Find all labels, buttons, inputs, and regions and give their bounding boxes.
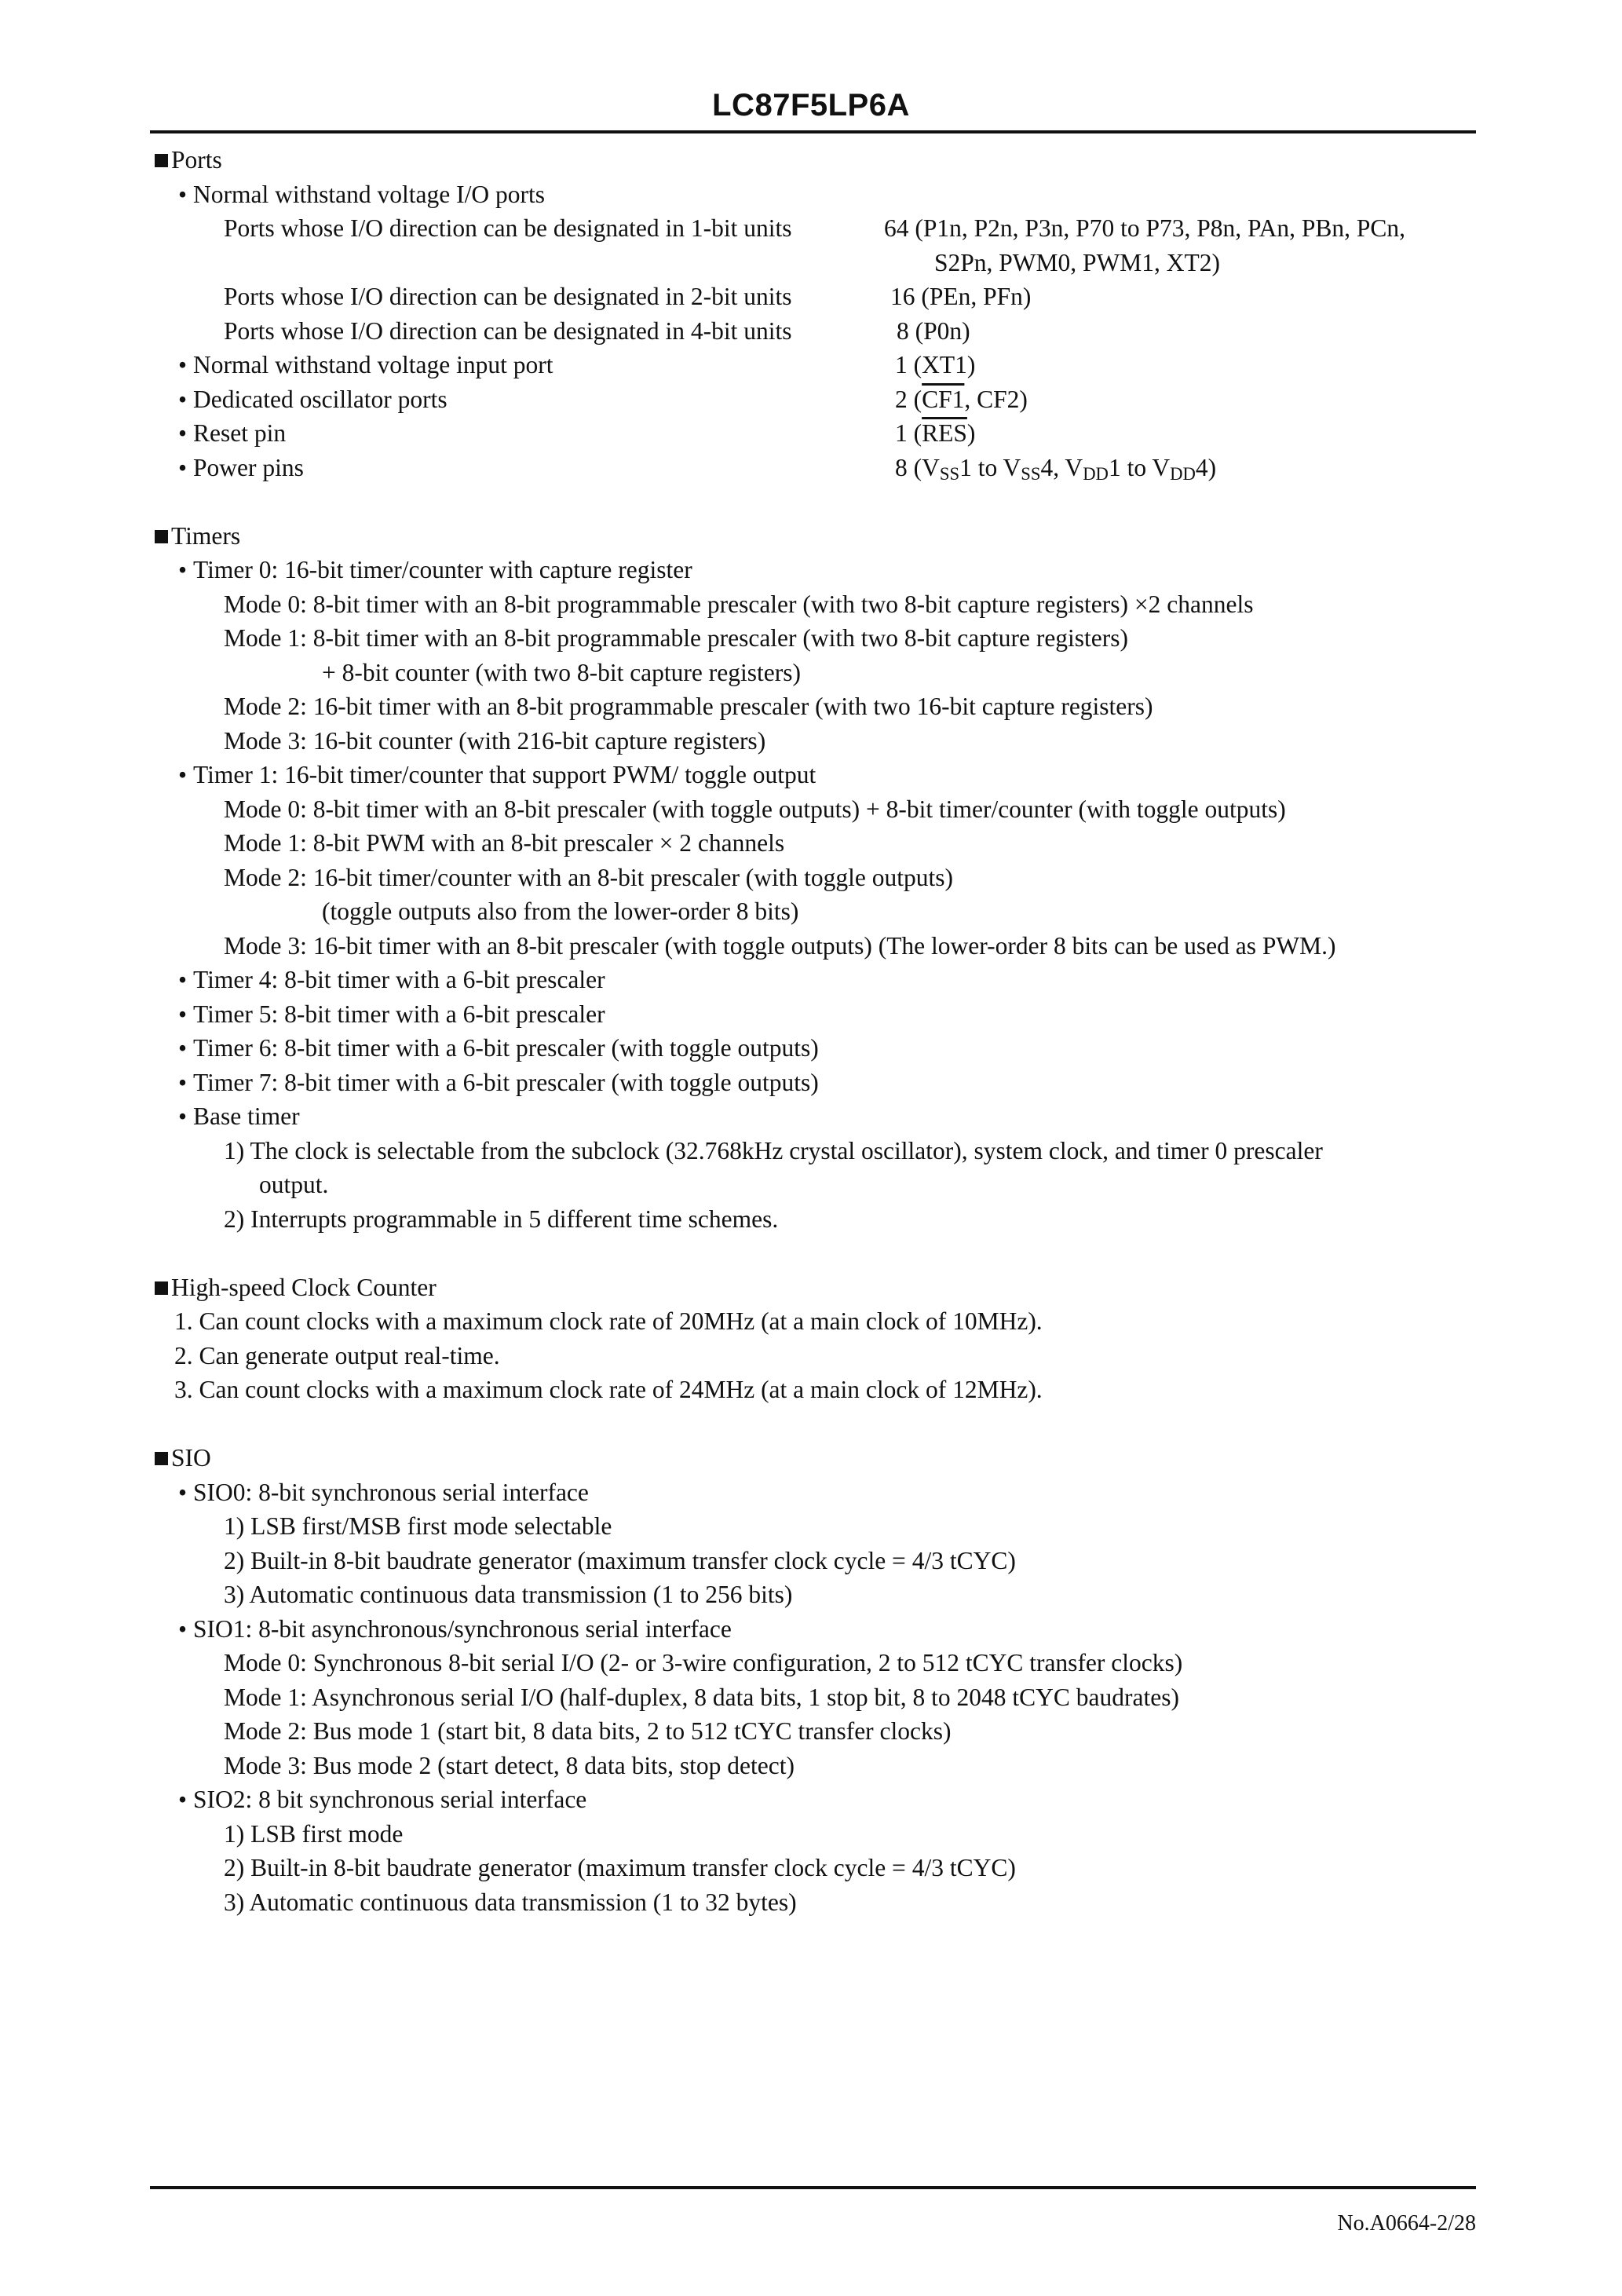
list-item: • Base timer xyxy=(155,1099,1481,1134)
list-item: (toggle outputs also from the lower-order 8 bits) xyxy=(322,898,799,925)
list-item: Mode 1: 8-bit timer with an 8-bit programmable prescaler (with two 8-bit capture registers) xyxy=(224,624,1129,652)
footer-rule xyxy=(150,2186,1476,2189)
sio-heading: SIO xyxy=(155,1441,1481,1475)
list-item: 2) Built-in 8-bit baudrate generator (maximum transfer clock cycle = 4/3 tCYC) xyxy=(224,1546,1016,1574)
list-item: Mode 3: 16-bit counter (with 216-bit capture registers) xyxy=(224,726,766,755)
list-item: • Timer 6: 8-bit timer with a 6-bit prescaler (with toggle outputs) xyxy=(155,1031,1481,1066)
list-item: 1) LSB first mode xyxy=(224,1819,404,1848)
list-item: Mode 1: 8-bit PWM with an 8-bit prescaler × 2 channels xyxy=(224,829,785,857)
port-value: 1 $(\overline{RES})$ xyxy=(895,419,976,447)
list-item: • Timer 5: 8-bit timer with a 6-bit prescaler xyxy=(155,997,1481,1032)
list-item: • Timer 4: 8-bit timer with a 6-bit prescaler xyxy=(155,963,1481,997)
spec-content xyxy=(155,143,1481,1919)
list-item: 1) LSB first/MSB first mode selectable xyxy=(224,1512,612,1540)
list-item: 2) Interrupts programmable in 5 different time schemes. xyxy=(224,1205,779,1233)
port-value: 1 (XT1) xyxy=(895,351,976,378)
document-title: LC87F5LP6A xyxy=(712,88,910,122)
list-item: • SIO1: 8-bit asynchronous/synchronous serial interface xyxy=(155,1612,1481,1647)
timers-list xyxy=(155,553,1481,1236)
port-row: Ports whose I/O direction can be designated in 4-bit units 8 (P0n) xyxy=(155,314,1481,349)
list-item: • Timer 0: 16-bit timer/counter with capture register xyxy=(155,553,1481,587)
list-item: 3) Automatic continuous data transmission (1 to 32 bytes) xyxy=(224,1888,797,1916)
port-row-continuation: S2Pn, PWM0, PWM1, XT2) xyxy=(934,248,1221,276)
square-bullet-icon xyxy=(155,1452,168,1465)
list-item: output. xyxy=(259,1171,329,1198)
list-item: 2) Built-in 8-bit baudrate generator (maximum transfer clock cycle = 4/3 tCYC) xyxy=(224,1854,1016,1881)
port-row: • Power pins 8 ($V_{SS}1$ to $V_{SS}4$, $V_{DD}1$ to $V_{DD}4$) xyxy=(155,451,1481,485)
list-item: Mode 3: Bus mode 2 (start detect, 8 data bits, stop detect) xyxy=(224,1751,795,1779)
list-item: 1. Can count clocks with a maximum clock rate of 20MHz (at a main clock of 10MHz). xyxy=(174,1307,1043,1335)
port-value: 8 (P0n) xyxy=(897,316,970,345)
list-item: Mode 0: 8-bit timer with an 8-bit programmable prescaler (with two 8-bit capture registers) ×2 channels xyxy=(224,590,1254,618)
list-item: Mode 0: 8-bit timer with an 8-bit prescaler (with toggle outputs) + 8-bit timer/counter (with toggle outputs) xyxy=(224,795,1286,823)
square-bullet-icon xyxy=(155,530,168,543)
port-row: Ports whose I/O direction can be designated in 1-bit units 64 (P1n, P2n, P3n, P70 to P73, P8n, PAn, PBn, PCn, xyxy=(155,211,1481,246)
port-row: • Reset pin 1 $(\overline{RES})$ xyxy=(155,416,1481,451)
port-value: 2 (CF1, CF2) xyxy=(895,385,1028,413)
normal-io-label: • Normal withstand voltage I/O ports xyxy=(155,177,1481,212)
list-item: Mode 3: 16-bit timer with an 8-bit prescaler (with toggle outputs) (The lower-order 8 bits can be used as PWM.) xyxy=(224,931,1336,960)
list-item: Mode 0: Synchronous 8-bit serial I/O (2- or 3-wire configuration, 2 to 512 tCYC transfer clocks) xyxy=(224,1649,1183,1676)
port-row: • Dedicated oscillator ports 2 (CF1, CF2) xyxy=(155,382,1481,417)
port-value: 64 (P1n, P2n, P3n, P70 to P73, P8n, PAn, PBn, PCn, xyxy=(884,214,1406,242)
list-item: 3. Can count clocks with a maximum clock rate of 24MHz (at a main clock of 12MHz). xyxy=(174,1376,1043,1403)
list-item: Mode 2: Bus mode 1 (start bit, 8 data bits, 2 to 512 tCYC transfer clocks) xyxy=(224,1717,952,1745)
list-item: 2. Can generate output real-time. xyxy=(174,1341,500,1369)
square-bullet-icon xyxy=(155,154,168,167)
hscc-heading: High-speed Clock Counter xyxy=(155,1270,1481,1305)
ports-heading: Ports xyxy=(155,143,1481,177)
list-item: • SIO0: 8-bit synchronous serial interface xyxy=(155,1475,1481,1510)
list-item: Mode 2: 16-bit timer with an 8-bit programmable prescaler (with two 16-bit capture registers) xyxy=(224,693,1153,720)
square-bullet-icon xyxy=(155,1281,168,1295)
list-item: Mode 1: Asynchronous serial I/O (half-duplex, 8 data bits, 1 stop bit, 8 to 2048 tCYC baudrates) xyxy=(224,1683,1179,1711)
sio-list xyxy=(155,1475,1481,1920)
port-row: Ports whose I/O direction can be designated in 2-bit units 16 (PEn, PFn) xyxy=(155,280,1481,314)
port-value: 16 (PEn, PFn) xyxy=(890,283,1032,310)
port-row: • Normal withstand voltage input port 1 (XT1) xyxy=(155,348,1481,382)
list-item: 1) The clock is selectable from the subclock (32.768kHz crystal oscillator), system clock, and timer 0 prescaler xyxy=(224,1136,1323,1164)
list-item: • Timer 7: 8-bit timer with a 6-bit prescaler (with toggle outputs) xyxy=(155,1066,1481,1100)
list-item: + 8-bit counter (with two 8-bit capture registers) xyxy=(322,658,801,686)
list-item: 3) Automatic continuous data transmission (1 to 256 bits) xyxy=(224,1581,793,1608)
page-number: No.A0664-2/28 xyxy=(1337,2211,1476,2236)
header-rule xyxy=(150,130,1476,133)
port-value: 8 ($V_{SS}1$ to $V_{SS}4$, $V_{DD}1$ to $V_{DD}4$) xyxy=(895,453,1217,484)
list-item: Mode 2: 16-bit timer/counter with an 8-bit prescaler (with toggle outputs) xyxy=(224,863,954,891)
list-item: • Timer 1: 16-bit timer/counter that support PWM/ toggle output xyxy=(155,758,1481,792)
timers-heading: Timers xyxy=(155,519,1481,554)
list-item: • SIO2: 8 bit synchronous serial interface xyxy=(155,1782,1481,1817)
